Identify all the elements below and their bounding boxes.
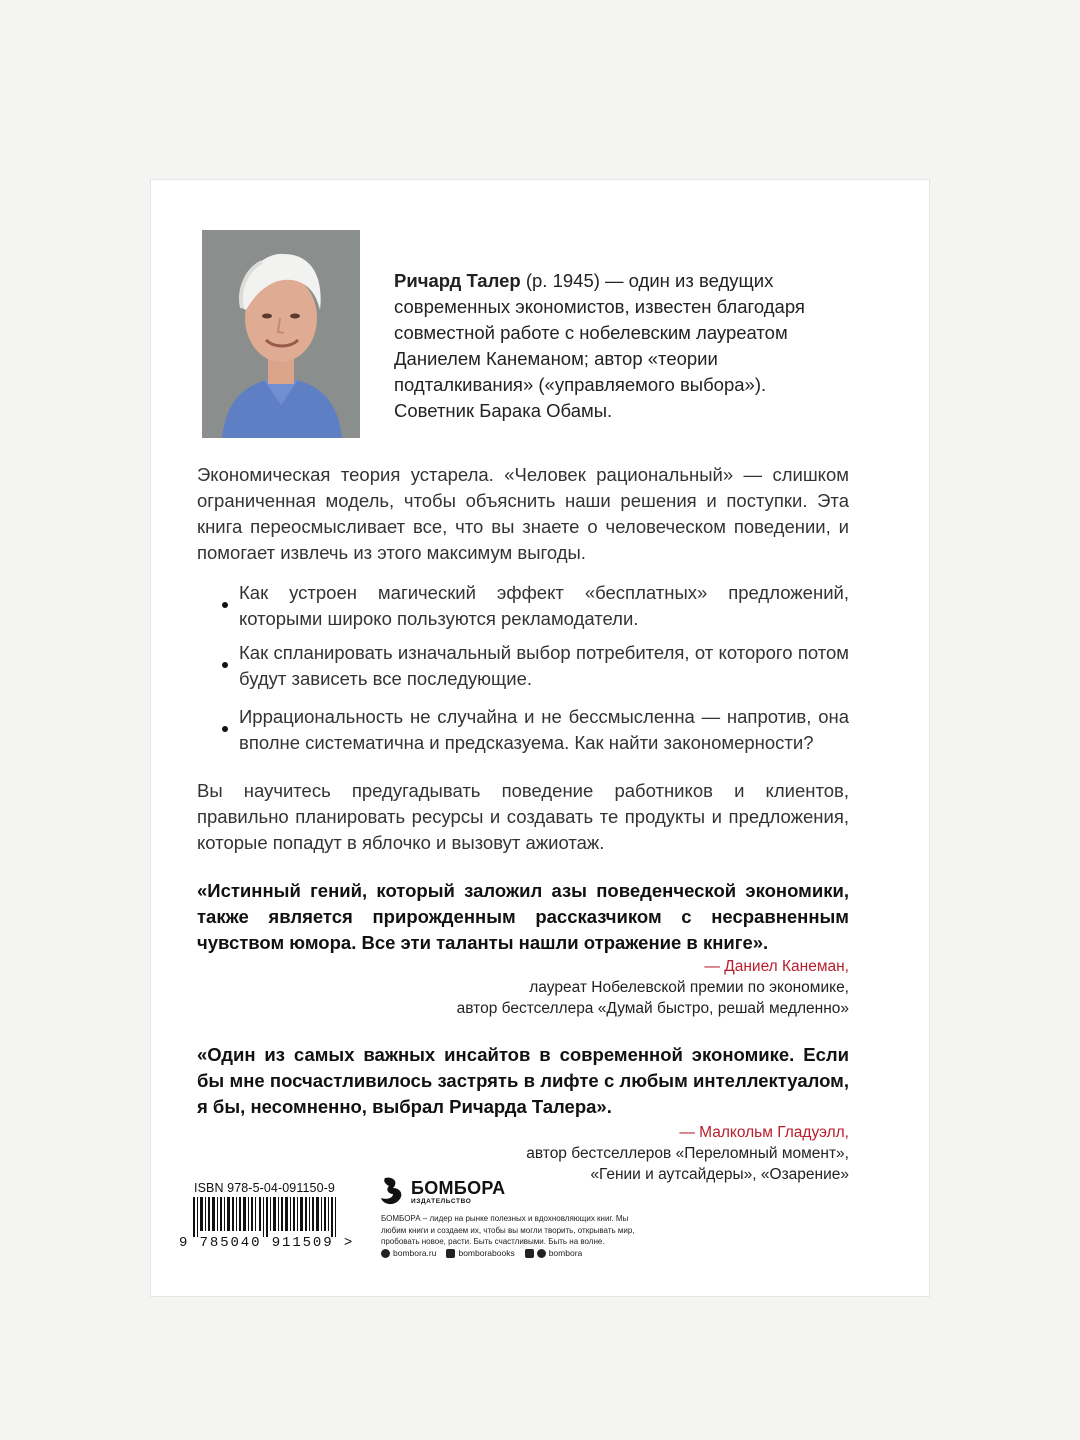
- social-site[interactable]: [381, 1248, 436, 1258]
- author-bio: [394, 268, 849, 424]
- bullet-text: Иррациональность не случайна и не бессмысленна — напротив, она вполне систематична и предсказуема. Как найти закономерности?: [239, 706, 849, 753]
- bullet-dot-icon: [222, 662, 228, 668]
- bullet-dot-icon: [222, 602, 228, 608]
- quote-author: — Малкольм Гладуэлл,: [679, 1124, 849, 1141]
- quote-author-book: автор бестселлера «Думай быстро, решай медленно»: [456, 1000, 849, 1017]
- author-photo: [202, 230, 360, 438]
- author-bio-text: (р. 1945) — один из ведущих современных экономистов, известен благодаря совместной работе с нобелевским лауреатом Даниелем Канеманом; автор «теории подталкивания» («управляемого выбора»). Советник Барака Обамы.: [394, 270, 805, 421]
- quote-author: — Даниел Канеман,: [704, 958, 849, 975]
- telegram-icon: [537, 1249, 546, 1258]
- author-name: Ричард Талер: [394, 270, 521, 291]
- book-back-cover: [151, 180, 929, 1296]
- vk-label: bomborabooks: [458, 1248, 515, 1258]
- publisher-name: БОМБОРА: [411, 1178, 506, 1198]
- author-portrait-image: [202, 230, 360, 438]
- social-messengers[interactable]: [525, 1248, 583, 1258]
- quote-author-book: «Гении и аутсайдеры», «Озарение»: [590, 1166, 849, 1183]
- isbn-label: ISBN 978-5-04-091150-9: [194, 1181, 335, 1195]
- social-label: bombora: [548, 1248, 583, 1258]
- bombora-logo-icon: [379, 1176, 407, 1208]
- quote-author-title: лауреат Нобелевской премии по экономике,: [529, 979, 849, 996]
- bullet-text: Как спланировать изначальный выбор потребителя, от которого потом будут зависеть все последующие.: [239, 642, 849, 689]
- barcode-icon: [193, 1197, 341, 1237]
- quote-attribution-gladwell: [526, 1122, 849, 1185]
- plus-icon: [525, 1249, 534, 1258]
- quote-gladwell: «Один из самых важных инсайтов в современной экономике. Если бы мне посчастливилось застрять в лифте с любым интеллектуалом, я бы, несомненно, выбрал Ричарда Талера».: [197, 1044, 849, 1117]
- quote-kahneman: «Истинный гений, который заложил азы поведенческой экономики, также является прирожденным рассказчиком с несравненным чувством юмора. Все эти таланты нашли отражение в книге».: [197, 880, 849, 953]
- outro-paragraph: Вы научитесь предугадывать поведение работников и клиентов, правильно планировать ресурсы и создавать те продукты и предложения, которые попадут в яблочко и вызовут ажиотаж.: [197, 780, 849, 853]
- bullet-dot-icon: [222, 726, 228, 732]
- bullet-list: [197, 580, 849, 756]
- quote-author-title: автор бестселлеров «Переломный момент»,: [526, 1145, 849, 1162]
- globe-icon: [381, 1249, 390, 1258]
- barcode-digits: 9 785040 911509 >: [179, 1235, 355, 1251]
- bullet-item: [197, 640, 849, 692]
- publisher-socials: [381, 1248, 582, 1258]
- intro-paragraph: Экономическая теория устарела. «Человек рациональный» — слишком ограниченная модель, чтобы объяснить наши решения и поступки. Эта книга переосмысливает все, что вы знаете о человеческом поведении, и помогает извлечь из этого максимум выгоды.: [197, 464, 849, 563]
- vk-icon: [446, 1249, 455, 1258]
- site-label: bombora.ru: [393, 1248, 437, 1258]
- publisher-subtitle: ИЗДАТЕЛЬСТВО: [411, 1198, 472, 1205]
- quote-attribution-kahneman: [457, 956, 849, 1019]
- social-vk[interactable]: [446, 1248, 514, 1258]
- bullet-item: [197, 580, 849, 632]
- bullet-item: [197, 704, 849, 756]
- publisher-description: БОМБОРА – лидер на рынке полезных и вдохновляющих книг. Мы любим книги и создаем их, чтобы вы могли творить, открывать мир, пробовать новое, расти. Быть счастливыми. Быть на волне.: [381, 1214, 635, 1246]
- bullet-text: Как устроен магический эффект «бесплатных» предложений, которыми широко пользуются рекламодатели.: [239, 582, 849, 629]
